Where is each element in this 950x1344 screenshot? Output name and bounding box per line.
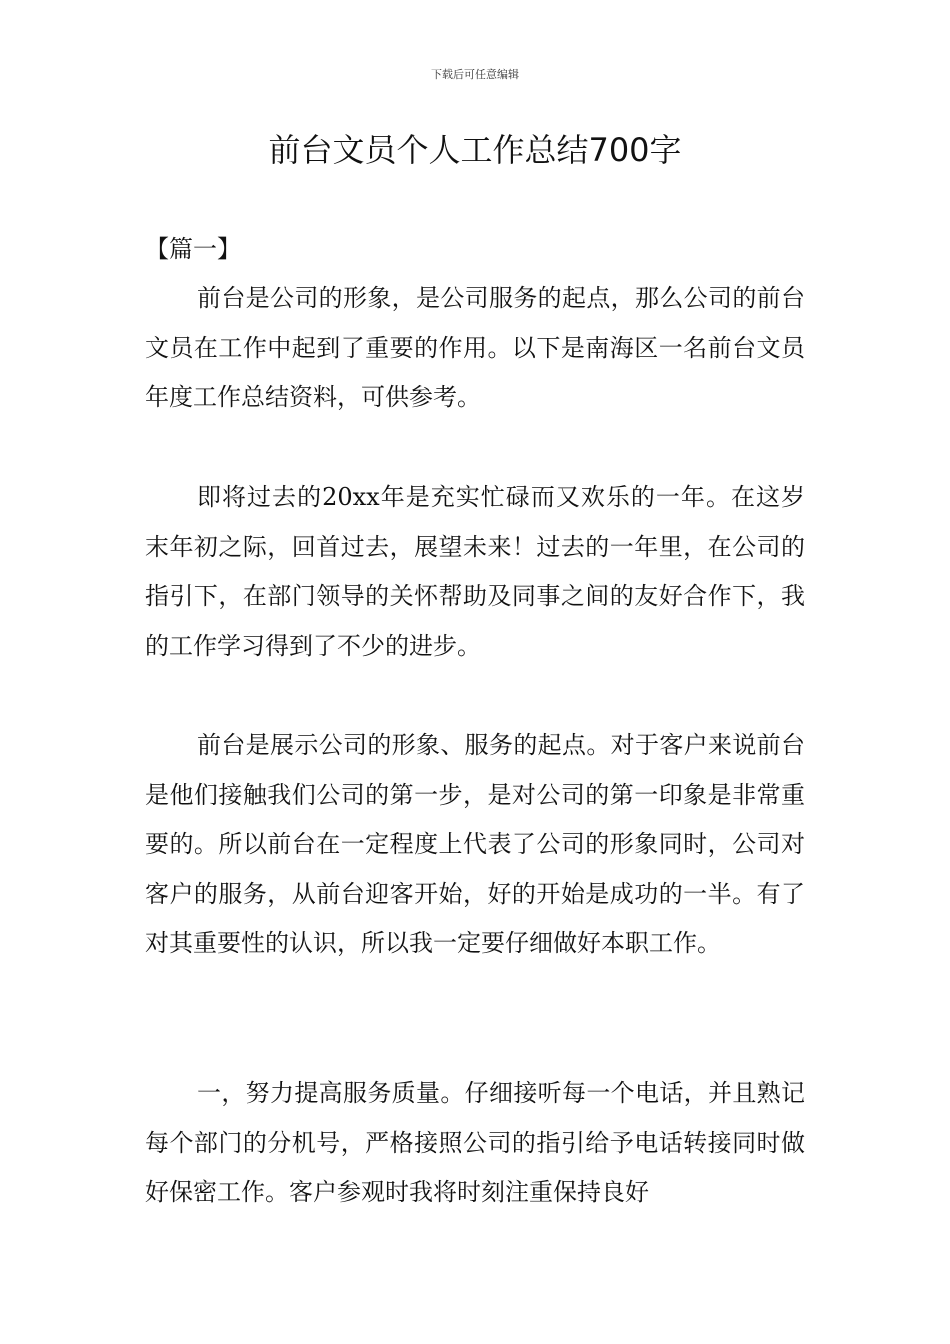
header-note: 下载后可任意编辑: [431, 68, 519, 81]
paragraph-3: 前台是展示公司的形象、服务的起点。对于客户来说前台是他们接触我们公司的第一步，是对公司的第一印象是非常重要的。所以前台在一定程度上代表了公司的形象同时，公司对客户的服务，从前台迎客开始，好的开始是成功的一半。有了对其重要性的认识，所以我一定要仔细做好本职工作。: [145, 731, 805, 958]
paragraph-4: 一，努力提高服务质量。仔细接听每一个电话，并且熟记每个部门的分机号，严格接照公司的指引给予电话转接同时做好保密工作。客户参观时我将时刻注重保持良好: [145, 1079, 805, 1207]
paragraph-2: 即将过去的20xx年是充实忙碌而又欢乐的一年。在这岁末年初之际，回首过去，展望未来！过去的一年里，在公司的指引下，在部门领导的关怀帮助及同事之间的友好合作下，我的工作学习得到了不少的进步。: [145, 483, 805, 660]
paragraph-1: 前台是公司的形象，是公司服务的起点，那么公司的前台文员在工作中起到了重要的作用。以下是南海区一名前台文员年度工作总结资料，可供参考。: [145, 284, 805, 412]
section-label: 【篇一】: [145, 235, 241, 263]
document-title: 前台文员个人工作总结700字: [268, 131, 682, 169]
